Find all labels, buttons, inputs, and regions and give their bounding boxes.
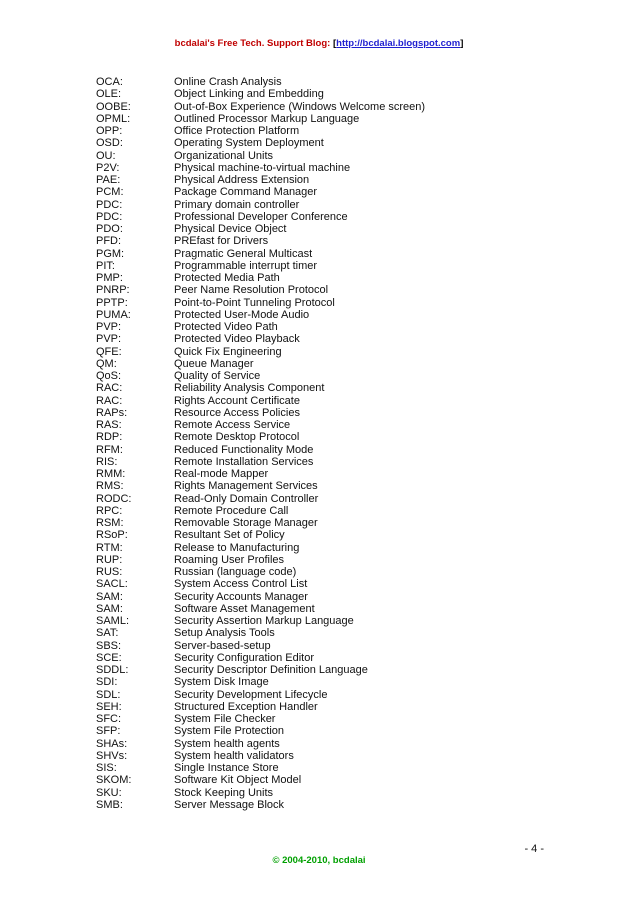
glossary-definition: Single Instance Store	[174, 762, 279, 774]
glossary-row	[96, 76, 556, 88]
glossary-abbreviation: OSD:	[96, 137, 123, 150]
glossary-row	[96, 640, 556, 652]
glossary-abbreviation: SMB:	[96, 798, 123, 811]
glossary-abbreviation: SAT:	[96, 627, 119, 640]
glossary-definition: Removable Storage Manager	[174, 517, 318, 529]
glossary-row	[96, 199, 556, 211]
glossary-definition: Package Command Manager	[174, 186, 318, 199]
glossary-abbreviation: RAC:	[96, 382, 123, 395]
glossary-row	[96, 725, 556, 737]
glossary-row	[96, 382, 556, 394]
glossary-row	[96, 370, 556, 382]
glossary-row	[96, 566, 556, 578]
glossary-definition: Protected Media Path	[174, 272, 280, 284]
glossary-definition: System Access Control List	[174, 578, 308, 591]
glossary-row	[96, 174, 556, 186]
bracket-open: [	[332, 38, 337, 49]
glossary-definition: Security Descriptor Definition Language	[174, 664, 368, 676]
glossary-definition: Organizational Units	[174, 149, 274, 162]
glossary-definition: Physical Address Extension	[174, 174, 310, 186]
glossary-definition: Security Accounts Manager	[174, 590, 308, 603]
glossary-abbreviation: RAC:	[96, 394, 123, 407]
glossary-definition: Protected User-Mode Audio	[174, 308, 310, 321]
glossary-abbreviation: QM:	[96, 357, 117, 370]
glossary-abbreviation: SHVs:	[96, 749, 128, 762]
glossary-definition: Outlined Processor Markup Language	[174, 112, 360, 125]
glossary-row	[96, 762, 556, 774]
glossary-row	[96, 505, 556, 517]
glossary-row	[96, 150, 556, 162]
glossary-definition: Point-to-Point Tunneling Protocol	[174, 296, 335, 309]
glossary-definition: Reduced Functionality Mode	[174, 443, 314, 456]
glossary-row	[96, 162, 556, 174]
bracket-close: ]	[460, 38, 464, 49]
glossary-definition: Software Asset Management	[174, 602, 315, 615]
glossary-abbreviation: RSM:	[96, 517, 124, 529]
glossary-row	[96, 186, 556, 198]
glossary-row	[96, 713, 556, 725]
glossary-row	[96, 750, 556, 762]
glossary-abbreviation: RAS:	[96, 419, 122, 431]
glossary-row	[96, 529, 556, 541]
glossary-row	[96, 444, 556, 456]
glossary-abbreviation: SDL:	[96, 688, 121, 701]
glossary-abbreviation: SBS:	[96, 639, 122, 652]
glossary-row	[96, 272, 556, 284]
glossary-definition: Roaming User Profiles	[174, 553, 285, 566]
glossary-list	[96, 76, 556, 811]
glossary-abbreviation: RTM:	[96, 541, 123, 554]
glossary-abbreviation: PFD:	[96, 235, 122, 248]
glossary-row	[96, 248, 556, 260]
glossary-abbreviation: SDI:	[96, 676, 118, 689]
glossary-row	[96, 88, 556, 100]
glossary-abbreviation: RMS:	[96, 480, 124, 493]
glossary-definition: Protected Video Path	[174, 321, 278, 333]
glossary-definition: PREfast for Drivers	[174, 235, 269, 248]
glossary-definition: Server-based-setup	[174, 639, 271, 652]
glossary-definition: Primary domain controller	[174, 198, 300, 211]
glossary-definition: Setup Analysis Tools	[174, 627, 275, 640]
glossary-row	[96, 309, 556, 321]
glossary-abbreviation: PNRP:	[96, 284, 130, 297]
glossary-row	[96, 493, 556, 505]
glossary-definition: Remote Desktop Protocol	[174, 431, 300, 444]
glossary-abbreviation: PDC:	[96, 198, 123, 211]
glossary-row	[96, 456, 556, 468]
glossary-definition: Release to Manufacturing	[174, 541, 300, 554]
glossary-row	[96, 664, 556, 676]
glossary-row	[96, 407, 556, 419]
glossary-abbreviation: PPTP:	[96, 296, 128, 309]
glossary-row	[96, 346, 556, 358]
glossary-abbreviation: PCM:	[96, 186, 124, 199]
glossary-definition: Rights Management Services	[174, 480, 318, 493]
glossary-abbreviation: RUS:	[96, 566, 123, 578]
glossary-definition: Security Development Lifecycle	[174, 688, 328, 701]
glossary-abbreviation: PDO:	[96, 223, 123, 235]
copyright-footer: © 2004-2010, bcdalai	[272, 855, 366, 866]
glossary-abbreviation: SCE:	[96, 651, 122, 664]
glossary-abbreviation: OCA:	[96, 76, 123, 88]
glossary-definition: Pragmatic General Multicast	[174, 247, 313, 260]
glossary-abbreviation: PVP:	[96, 333, 122, 346]
glossary-definition: Protected Video Playback	[174, 333, 300, 346]
glossary-definition: Professional Developer Conference	[174, 210, 348, 223]
glossary-row	[96, 774, 556, 786]
glossary-definition: Resource Access Policies	[174, 406, 300, 419]
glossary-abbreviation: OPML:	[96, 112, 131, 125]
glossary-abbreviation: SAM:	[96, 602, 123, 615]
glossary-definition: Remote Procedure Call	[174, 504, 289, 517]
glossary-abbreviation: SKOM:	[96, 774, 132, 787]
glossary-abbreviation: PAE:	[96, 174, 121, 186]
glossary-abbreviation: QFE:	[96, 345, 122, 358]
glossary-row	[96, 260, 556, 272]
glossary-definition: Russian (language code)	[174, 566, 297, 578]
glossary-abbreviation: RIS:	[96, 455, 118, 468]
glossary-abbreviation: RAPs:	[96, 406, 128, 419]
glossary-definition: Operating System Deployment	[174, 137, 324, 150]
glossary-definition: Real-mode Mapper	[174, 468, 269, 480]
glossary-definition: System File Checker	[174, 713, 276, 725]
glossary-definition: System health agents	[174, 737, 280, 750]
glossary-row	[96, 787, 556, 799]
glossary-abbreviation: PIT:	[96, 259, 115, 272]
glossary-row	[96, 517, 556, 529]
blog-title: bcdalai's Free Tech. Support Blog:	[174, 38, 331, 49]
glossary-definition: System File Protection	[174, 725, 285, 738]
glossary-abbreviation: RDP:	[96, 431, 123, 444]
glossary-definition: Security Configuration Editor	[174, 651, 315, 664]
glossary-abbreviation: OU:	[96, 149, 116, 162]
glossary-definition: Peer Name Resolution Protocol	[174, 284, 329, 297]
glossary-row	[96, 419, 556, 431]
glossary-definition: Security Assertion Markup Language	[174, 615, 354, 627]
glossary-abbreviation: RPC:	[96, 504, 123, 517]
glossary-row	[96, 284, 556, 296]
glossary-abbreviation: PUMA:	[96, 308, 131, 321]
glossary-row	[96, 615, 556, 627]
glossary-definition: System health validators	[174, 749, 294, 762]
glossary-row	[96, 235, 556, 247]
glossary-row	[96, 738, 556, 750]
glossary-row	[96, 297, 556, 309]
glossary-abbreviation: SKU:	[96, 786, 122, 799]
glossary-definition: Stock Keeping Units	[174, 786, 274, 799]
glossary-definition: System Disk Image	[174, 676, 269, 689]
glossary-row	[96, 223, 556, 235]
glossary-row	[96, 137, 556, 149]
glossary-definition: Online Crash Analysis	[174, 76, 282, 88]
glossary-row	[96, 480, 556, 492]
glossary-definition: Remote Access Service	[174, 419, 291, 431]
glossary-row	[96, 431, 556, 443]
glossary-abbreviation: RMM:	[96, 468, 126, 480]
glossary-definition: Reliability Analysis Component	[174, 382, 325, 395]
glossary-row	[96, 652, 556, 664]
glossary-definition: Rights Account Certificate	[174, 394, 300, 407]
glossary-abbreviation: SFC:	[96, 713, 122, 725]
glossary-row	[96, 603, 556, 615]
glossary-definition: Quality of Service	[174, 370, 261, 382]
glossary-abbreviation: SACL:	[96, 578, 128, 591]
page-number: - 4 -	[524, 843, 544, 855]
glossary-row	[96, 321, 556, 333]
glossary-abbreviation: SAM:	[96, 590, 123, 603]
glossary-abbreviation: SFP:	[96, 725, 121, 738]
glossary-definition: Programmable interrupt timer	[174, 259, 318, 272]
glossary-definition: Out-of-Box Experience (Windows Welcome screen)	[174, 100, 426, 113]
glossary-row	[96, 799, 556, 811]
glossary-row	[96, 113, 556, 125]
glossary-abbreviation: SAML:	[96, 615, 130, 627]
glossary-row	[96, 211, 556, 223]
glossary-definition: Read-Only Domain Controller	[174, 492, 319, 505]
glossary-abbreviation: OOBE:	[96, 100, 131, 113]
glossary-definition: Quick Fix Engineering	[174, 345, 282, 358]
glossary-abbreviation: PGM:	[96, 247, 125, 260]
glossary-row	[96, 333, 556, 345]
glossary-definition: Office Protection Platform	[174, 125, 300, 137]
glossary-abbreviation: PVP:	[96, 321, 122, 333]
blog-url-link[interactable]: http://bcdalai.blogspot.com	[336, 38, 461, 49]
glossary-row	[96, 358, 556, 370]
glossary-abbreviation: OLE:	[96, 88, 122, 101]
glossary-abbreviation: SHAs:	[96, 737, 128, 750]
glossary-abbreviation: SIS:	[96, 762, 117, 774]
glossary-row	[96, 101, 556, 113]
glossary-row	[96, 701, 556, 713]
glossary-row	[96, 395, 556, 407]
glossary-abbreviation: P2V:	[96, 161, 120, 174]
glossary-abbreviation: RODC:	[96, 492, 132, 505]
glossary-row	[96, 689, 556, 701]
glossary-definition: Physical Device Object	[174, 223, 287, 235]
glossary-abbreviation: RSoP:	[96, 529, 128, 542]
glossary-abbreviation: SDDL:	[96, 664, 129, 676]
page-header	[0, 38, 638, 49]
glossary-definition: Remote Installation Services	[174, 455, 314, 468]
glossary-definition: Server Message Block	[174, 798, 285, 811]
glossary-row	[96, 542, 556, 554]
glossary-definition: Physical machine-to-virtual machine	[174, 161, 351, 174]
glossary-row	[96, 578, 556, 590]
glossary-abbreviation: RUP:	[96, 553, 123, 566]
glossary-abbreviation: PDC:	[96, 210, 123, 223]
glossary-definition: Software Kit Object Model	[174, 774, 302, 787]
glossary-row	[96, 554, 556, 566]
glossary-definition: Resultant Set of Policy	[174, 529, 285, 542]
glossary-row	[96, 125, 556, 137]
glossary-abbreviation: SEH:	[96, 700, 122, 713]
glossary-row	[96, 676, 556, 688]
glossary-definition: Queue Manager	[174, 357, 254, 370]
glossary-definition: Object Linking and Embedding	[174, 88, 324, 101]
glossary-definition: Structured Exception Handler	[174, 700, 318, 713]
glossary-row	[96, 627, 556, 639]
glossary-abbreviation: RFM:	[96, 443, 123, 456]
glossary-row	[96, 468, 556, 480]
glossary-abbreviation: OPP:	[96, 125, 123, 137]
glossary-abbreviation: QoS:	[96, 370, 122, 382]
glossary-abbreviation: PMP:	[96, 272, 123, 284]
glossary-row	[96, 591, 556, 603]
